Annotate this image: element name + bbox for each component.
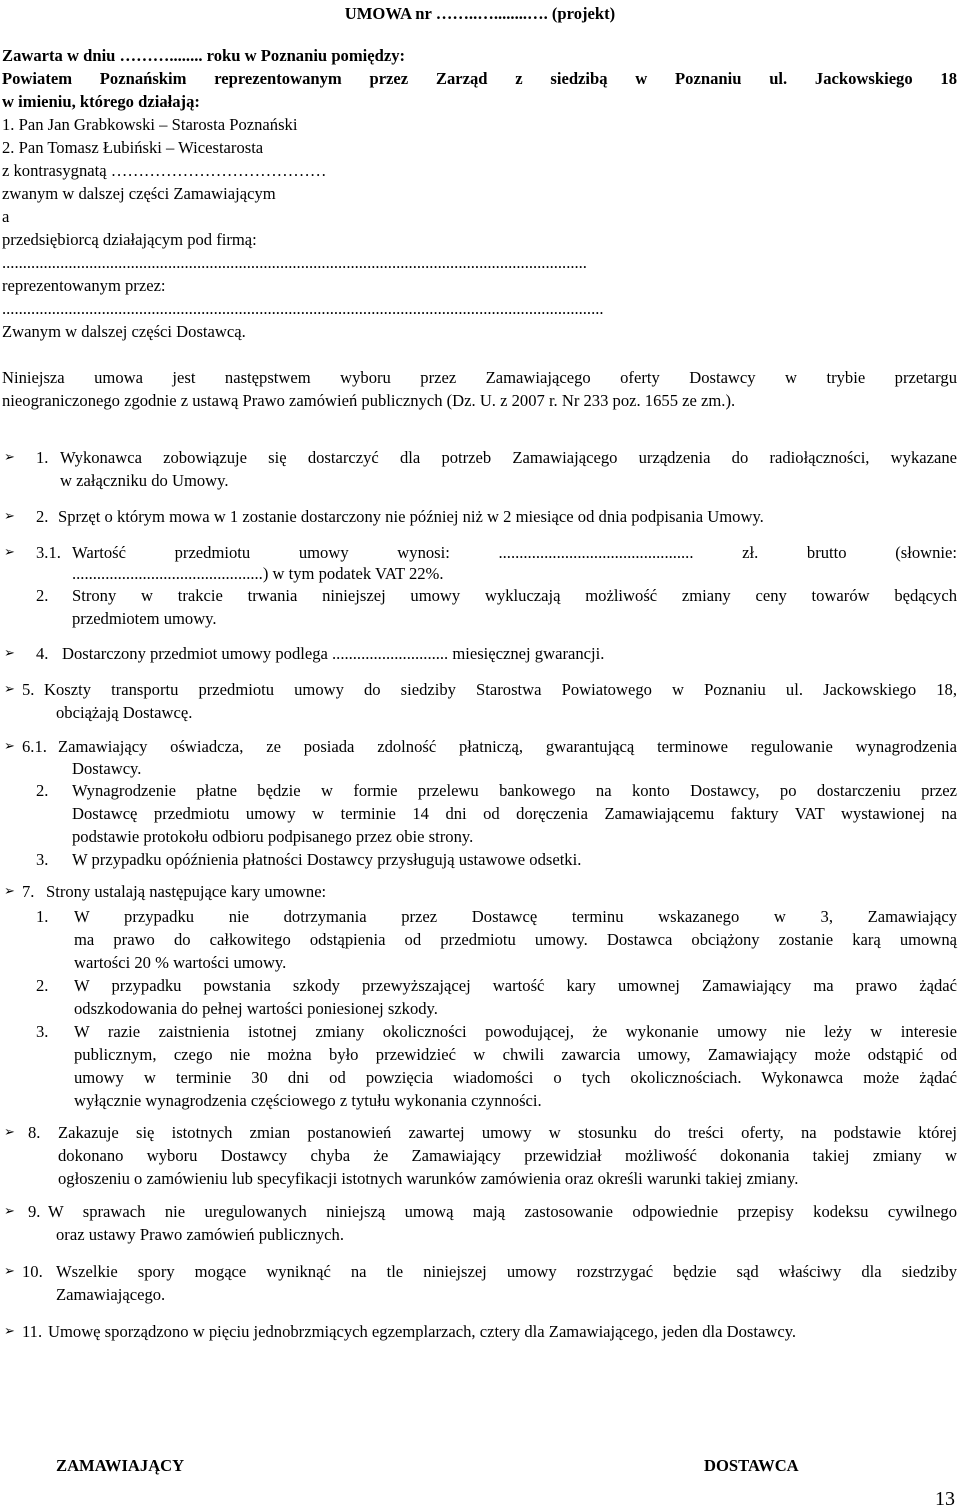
countersignature-line: z kontrasygnatą ………………………………… xyxy=(2,161,327,180)
clause-6-3-line-1: W przypadku opóźnienia płatności Dostawcy przysługują ustawowe odsetki. xyxy=(72,850,582,869)
clause-7-2-number: 2. xyxy=(36,976,49,995)
clause-10-number: 10. xyxy=(22,1262,43,1281)
county-line: Powiatem Poznańskim reprezentowanym przez Zarząd z siedzibą w Poznaniu ul. Jackowskiego 18 xyxy=(2,69,957,88)
clause-7-1-line-1: W przypadku nie dotrzymania przez Dostawcę terminu wskazanego w 3, Zamawiający xyxy=(74,907,957,926)
representative-2: 2. Pan Tomasz Łubiński – Wicestarosta xyxy=(2,138,264,157)
bullet-arrow-icon: ➢ xyxy=(4,1264,15,1279)
clause-7-3-line-2: publicznym, czego nie można było przewidzieć w chwili zawarcia umowy, Zamawiający może odstąpić od xyxy=(74,1045,957,1064)
clause-7-1-line-2: ma prawo do całkowitego odstąpienia od przedmiotu umowy. Dostawca obciążony zostanie karą umowną xyxy=(74,930,957,949)
clause-10-line-1: Wszelkie spory mogące wyniknąć na tle niniejszej umowy rozstrzygać będzie sąd właściwy dla siedziby xyxy=(56,1262,957,1281)
clause-3-line-1: Wartość przedmiotu umowy wynosi: ............................................... zł. brutto (słownie: xyxy=(72,543,957,562)
clause-7-2-line-2: odszkodowania do pełnej wartości poniesionej szkody. xyxy=(74,999,438,1018)
clause-7-3-line-4: wyłącznie wynagrodzenia częściowego z tytułu wykonania czynności. xyxy=(74,1091,542,1110)
signature-orderer: ZAMAWIAJĄCY xyxy=(56,1456,185,1475)
supplier-named-line: Zwanym w dalszej części Dostawcą. xyxy=(2,322,246,341)
clause-3-line-2: ..............................................) w tym podatek VAT 22%. xyxy=(72,564,444,583)
and-line: a xyxy=(2,207,10,226)
clause-4-number: 4. xyxy=(36,644,49,663)
on-behalf-line: w imieniu, którego działają: xyxy=(2,92,200,111)
clause-3-2-line-1: Strony w trakcie trwania niniejszej umowy wykluczają możliwość zmiany ceny towarów będących xyxy=(72,586,957,605)
clause-7-number: 7. xyxy=(22,882,35,901)
orderer-named-line: zwanym w dalszej części Zamawiającym xyxy=(2,184,276,203)
clause-7-3-line-1: W razie zaistnienia istotnej zmiany okoliczności powodującej, że wykonanie umowy nie leży w interesie xyxy=(74,1022,957,1041)
clause-6-number: 6.1. xyxy=(22,737,47,756)
representative-1: 1. Pan Jan Grabkowski – Starosta Poznański xyxy=(2,115,298,134)
bullet-arrow-icon: ➢ xyxy=(4,450,15,465)
clause-3-2-line-2: przedmiotem umowy. xyxy=(72,609,217,628)
clause-9-number: 9. xyxy=(28,1202,41,1221)
clause-3-2-number: 2. xyxy=(36,586,49,605)
clause-5-line-2: obciążają Dostawcę. xyxy=(56,703,193,722)
clause-8-line-3: ogłoszeniu o zamówieniu lub specyfikacji istotnych warunków zamówienia oraz określi warunki takiej zmiany. xyxy=(58,1169,799,1188)
clause-5-number: 5. xyxy=(22,680,35,699)
bullet-arrow-icon: ➢ xyxy=(4,545,15,560)
page-number: 13 xyxy=(935,1488,955,1510)
clause-4-line-1: Dostarczony przedmiot umowy podlega ............................ miesięcznej gwarancji. xyxy=(62,644,605,663)
clause-6-2-line-3: podstawie protokołu odbioru podpisanego przez obie strony. xyxy=(72,827,474,846)
bullet-arrow-icon: ➢ xyxy=(4,509,15,524)
clause-11-number: 11. xyxy=(22,1322,43,1341)
bullet-arrow-icon: ➢ xyxy=(4,739,15,754)
clause-10-line-2: Zamawiającego. xyxy=(56,1285,166,1304)
clause-1-line-1: Wykonawca zobowiązuje się dostarczyć dla potrzeb Zamawiającego urządzenia do radiołączności, wykazane xyxy=(60,448,957,467)
clause-7-line-1: Strony ustalają następujące kary umowne: xyxy=(46,882,327,901)
clause-8-number: 8. xyxy=(28,1123,41,1142)
document-title: UMOWA nr ……..…........…. (projekt) xyxy=(344,4,616,23)
clause-2-line-1: Sprzęt o którym mowa w 1 zostanie dostarczony nie później niż w 2 miesiące od dnia podpisania Umowy. xyxy=(58,507,764,526)
clause-1-number: 1. xyxy=(36,448,49,467)
clause-6-2-line-2: Dostawcę przedmiotu umowy w terminie 14 dni od doręczenia Zamawiającemu faktury VAT wystawionej na xyxy=(72,804,957,823)
clause-5-line-1: Koszty transportu przedmiotu umowy do siedziby Starostwa Powiatowego w Poznaniu ul. Jackowskiego 18, xyxy=(44,680,957,699)
bullet-arrow-icon: ➢ xyxy=(4,646,15,661)
clause-7-3-line-3: umowy w terminie 30 dni od powzięcia wiadomości o tych okolicznościach. Wykonawca może żądać xyxy=(74,1068,957,1087)
bullet-arrow-icon: ➢ xyxy=(4,1125,15,1140)
intro-line-2: nieograniczonego zgodnie z ustawą Prawo zamówień publicznych (Dz. U. z 2007 r. Nr 233 poz. 1655 ze zm.). xyxy=(2,391,736,410)
clause-7-3-number: 3. xyxy=(36,1022,49,1041)
clause-8-line-1: Zakazuje się istotnych zmian postanowień zawartej umowy w stosunku do treści oferty, na podstawie której xyxy=(58,1123,957,1142)
contract-date-line: Zawarta w dniu ………........ roku w Poznaniu pomiędzy: xyxy=(2,46,406,65)
clause-6-2-line-1: Wynagrodzenie płatne będzie w formie przelewu bankowego na konto Dostawcy, po dostarczeniu przez xyxy=(72,781,957,800)
represented-by-line: reprezentowanym przez: xyxy=(2,276,166,295)
clause-9-line-1: W sprawach nie uregulowanych niniejszą umową mają zastosowanie odpowiednie przepisy kodeksu cywilnego xyxy=(48,1202,957,1221)
clause-7-2-line-1: W przypadku powstania szkody przewyższającej wartość kary umownej Zamawiający ma prawo żądać xyxy=(74,976,957,995)
representative-blank: ................................................................................................................................................. xyxy=(2,299,604,318)
clause-7-1-number: 1. xyxy=(36,907,49,926)
clause-6-line-1: Zamawiający oświadcza, ze posiada zdolność płatniczą, gwarantującą terminowe regulowanie wynagrodzenia xyxy=(58,737,957,756)
clause-6-2-number: 2. xyxy=(36,781,49,800)
intro-line-1: Niniejsza umowa jest następstwem wyboru przez Zamawiającego oferty Dostawcy w trybie przetargu xyxy=(2,368,957,387)
clause-6-line-2: Dostawcy. xyxy=(72,759,142,778)
bullet-arrow-icon: ➢ xyxy=(4,682,15,697)
clause-2-number: 2. xyxy=(36,507,49,526)
clause-8-line-2: dokonano wyboru Dostawcy chyba że Zamawiający przewidział możliwość dokonania takiej zmiany w xyxy=(58,1146,957,1165)
clause-9-line-2: oraz ustawy Prawo zamówień publicznych. xyxy=(56,1225,344,1244)
bullet-arrow-icon: ➢ xyxy=(4,1324,15,1339)
entrepreneur-line: przedsiębiorcą działającym pod firmą: xyxy=(2,230,257,249)
clause-1-line-2: w załączniku do Umowy. xyxy=(60,471,229,490)
clause-3-number: 3.1. xyxy=(36,543,61,562)
signature-supplier: DOSTAWCA xyxy=(704,1456,799,1475)
clause-7-1-line-3: wartości 20 % wartości umowy. xyxy=(74,953,287,972)
clause-11-line-1: Umowę sporządzono w pięciu jednobrzmiących egzemplarzach, cztery dla Zamawiającego, jeden dla Dostawcy. xyxy=(48,1322,797,1341)
clause-6-3-number: 3. xyxy=(36,850,49,869)
bullet-arrow-icon: ➢ xyxy=(4,1204,15,1219)
bullet-arrow-icon: ➢ xyxy=(4,884,15,899)
firm-name-blank: ............................................................................................................................................. xyxy=(2,253,587,272)
